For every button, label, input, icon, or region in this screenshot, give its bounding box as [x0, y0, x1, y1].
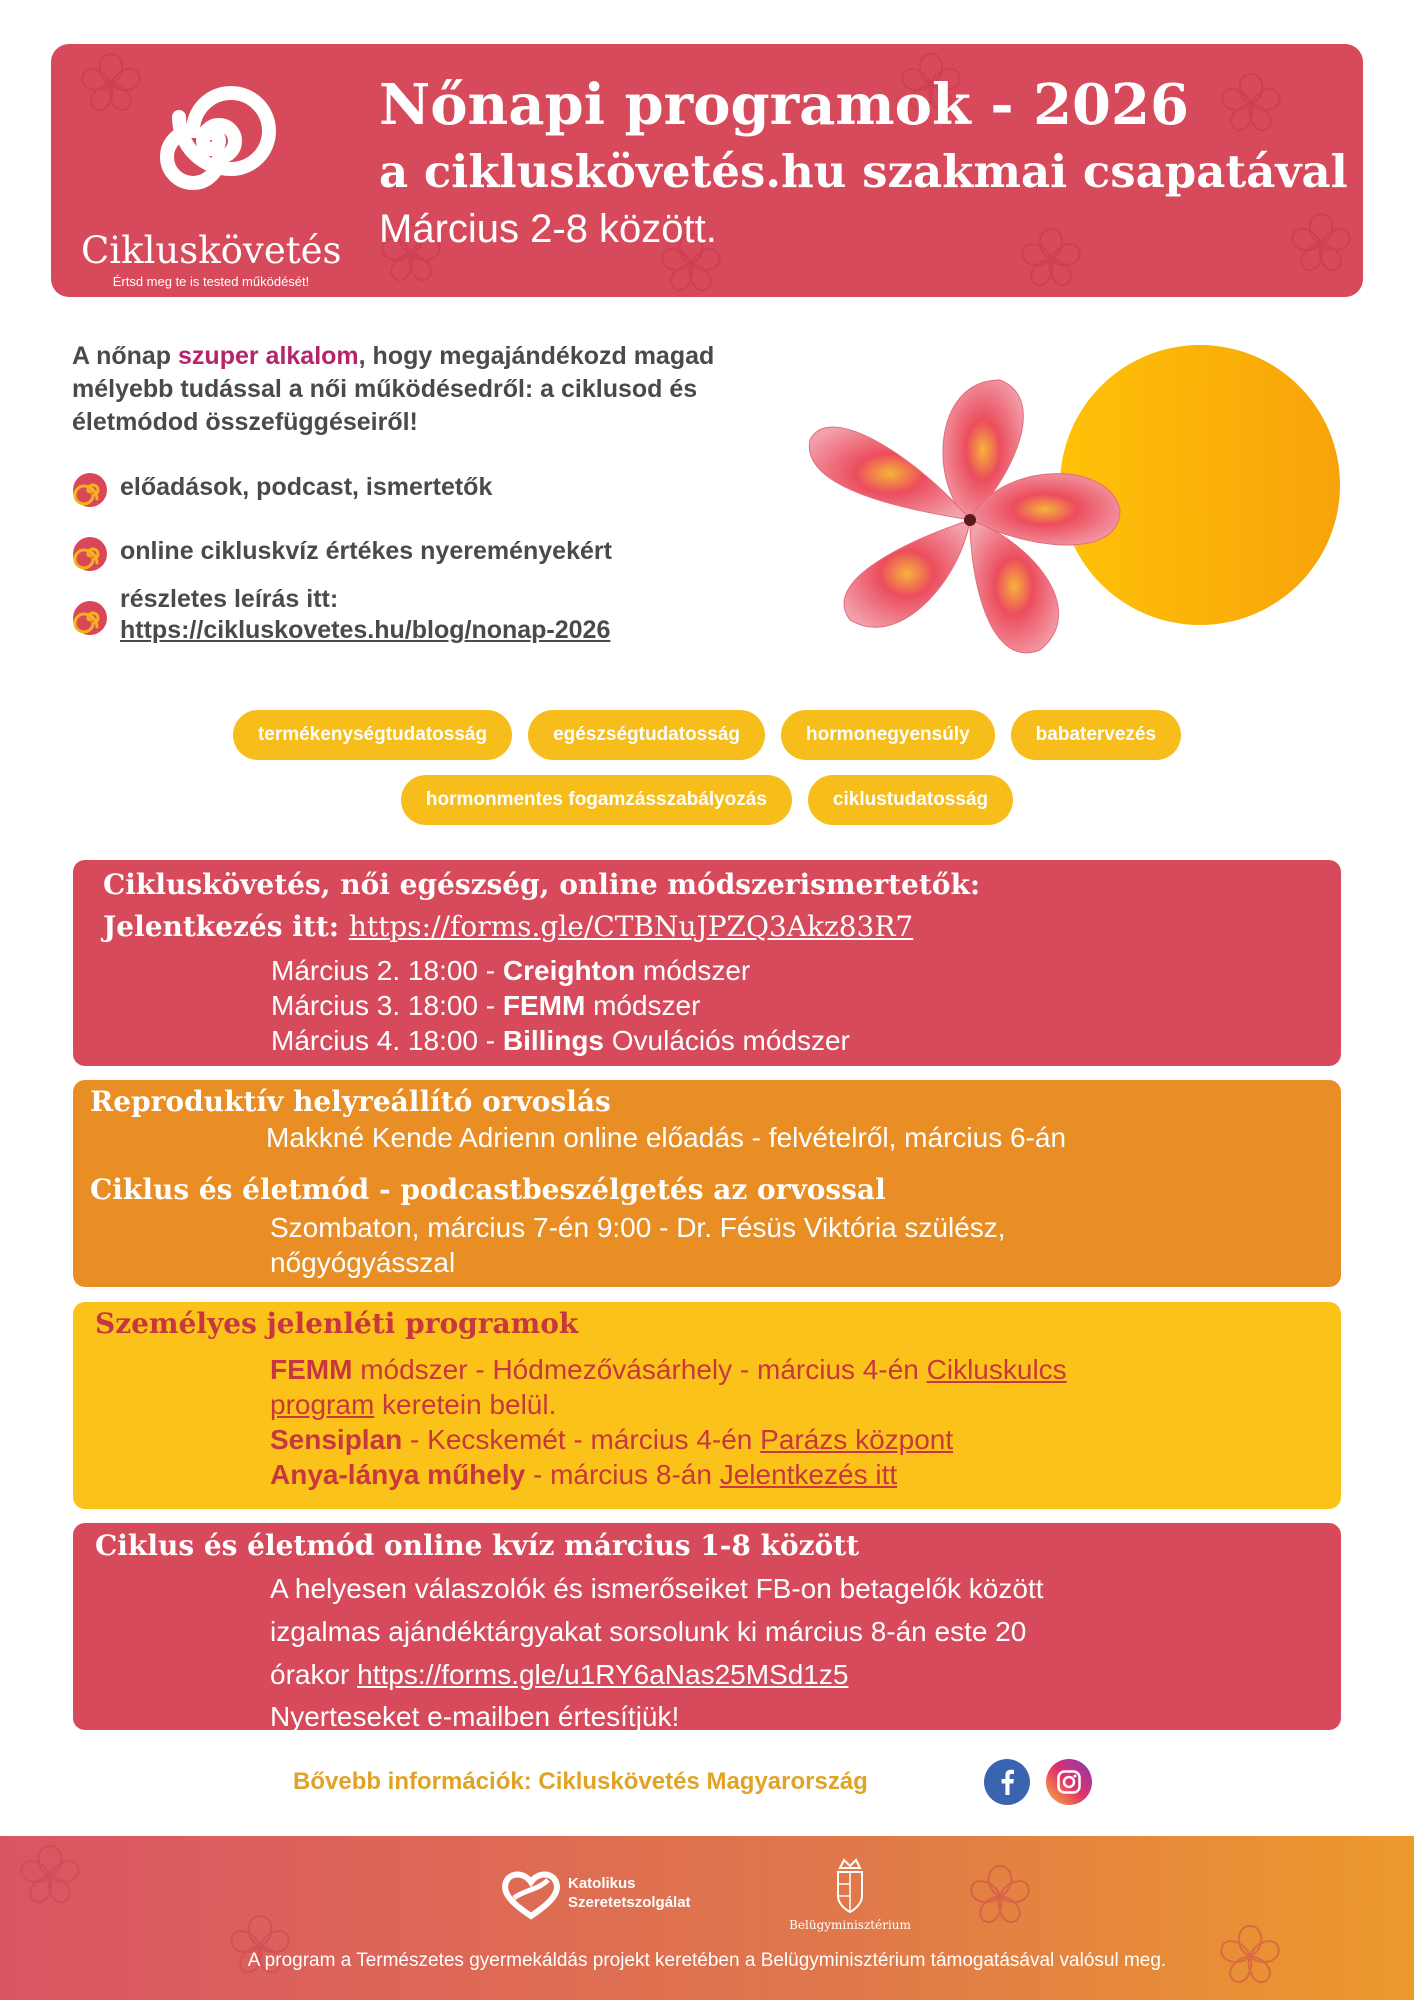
program-link[interactable]: program: [270, 1389, 375, 1420]
lecture-line: Makkné Kende Adrienn online előadás - felvételről, március 6-án: [266, 1122, 1067, 1153]
heart-logo-icon: [500, 1868, 562, 1920]
quiz-line: Nyerteseket e-mailben értesítjük!: [270, 1701, 680, 1732]
in-person-section: [73, 1302, 1341, 1509]
logo-tagline: Értsd meg te is tested működését!: [112, 274, 310, 289]
tag-hormone-balance: hormonegyensúly: [781, 710, 995, 760]
topic-tags-row-1: [0, 710, 1414, 760]
signup-here-link[interactable]: Jelentkezés itt: [719, 1459, 898, 1490]
method-name: Anya-lánya műhely: [270, 1459, 526, 1490]
method-name: FEMM: [270, 1354, 353, 1385]
method-name: Billings: [502, 1025, 604, 1056]
signup-line: [103, 910, 913, 944]
method-name: Sensiplan: [270, 1424, 403, 1455]
topic-tags-row-2: [0, 775, 1414, 825]
event-mother-daughter: [270, 1457, 897, 1492]
event-detail: keretein belül.: [374, 1389, 557, 1420]
event-femm-hodmezovasarhely: [270, 1352, 1067, 1387]
event-creighton: [271, 953, 750, 988]
bullet-item-details: [72, 584, 610, 646]
method-name: FEMM: [502, 990, 586, 1021]
tag-family-planning: babatervezés: [1011, 710, 1181, 760]
event-detail: - március 8-án: [525, 1459, 720, 1490]
signup-label: Jelentkezés itt:: [103, 910, 349, 943]
section-heading: Ciklus és életmód online kvíz március 1-8 között: [95, 1529, 860, 1562]
spiral-bullet-icon: [72, 536, 108, 572]
ksz-line1: Katolikus: [568, 1875, 636, 1892]
tag-hormone-free-contraception: hormonmentes fogamzásszabályozás: [401, 775, 792, 825]
online-methods-section: [73, 860, 1341, 1066]
katolikus-szeretetszolgalat-logo: [500, 1868, 720, 1928]
quiz-line: izgalmas ajándéktárgyakat sorsolunk ki március 8-án este 20: [270, 1616, 1027, 1647]
intro-text: [72, 340, 752, 439]
event-date-range: Március 2-8 között.: [379, 207, 717, 251]
spiral-bullet-icon: [72, 600, 108, 636]
cikluskulcs-link[interactable]: Cikluskulcs: [926, 1354, 1067, 1385]
tag-fertility-awareness: termékenységtudatosság: [233, 710, 512, 760]
instagram-icon[interactable]: [1046, 1759, 1092, 1805]
section-heading: Ciklus és életmód - podcastbeszélgetés az orvossal: [90, 1173, 886, 1206]
cikluskovetes-logo: [81, 74, 342, 289]
spiral-logo-icon: [81, 74, 341, 224]
bullet-item-quiz: [72, 536, 612, 572]
more-info-text: Bővebb információk: Cikluskövetés Magyarország: [293, 1768, 868, 1795]
tag-cycle-awareness: ciklustudatosság: [808, 775, 1013, 825]
blog-link[interactable]: https://cikluskovetes.hu/blog/nonap-2026: [120, 616, 611, 644]
header-banner: [51, 44, 1363, 297]
intro-part1: A nőnap: [72, 342, 179, 370]
spiral-bullet-icon: [72, 472, 108, 508]
signup-link[interactable]: https://forms.gle/CTBNuJPZQ3Akz83R7: [348, 910, 914, 943]
event-billings: [271, 1023, 850, 1058]
bullet-text: előadások, podcast, ismertetők: [120, 473, 493, 501]
logo-brand-text: Cikluskövetés: [81, 229, 342, 272]
podcast-line-cont: nőgyógyásszal: [270, 1247, 456, 1278]
event-femm-cont: [270, 1387, 556, 1422]
ministry-name: Belügyminisztérium: [789, 1918, 911, 1932]
page-title: Nőnapi programok - 2026: [379, 72, 1189, 138]
funding-note: A program a Természetes gyermekáldás projekt keretében a Belügyminisztérium támogatásával valósul meg.: [247, 1950, 1167, 1971]
section-heading: Cikluskövetés, női egészség, online módszerismertetők:: [103, 868, 981, 901]
bullet-item-lectures: [72, 472, 492, 508]
event-detail: módszer - Hódmezővásárhely - március 4-én: [352, 1354, 927, 1385]
intro-part2: , hogy megajándékozd magad mélyebb tudással a női működésedről: a ciklusod és életmódod összefüggéseiről!: [72, 342, 715, 436]
quiz-form-link[interactable]: https://forms.gle/u1RY6aNas25MSd1z5: [357, 1659, 849, 1690]
footer-sponsors: [0, 1836, 1414, 2000]
frangipani-sun-illustration: [800, 345, 1340, 663]
page-subtitle: a cikluskövetés.hu szakmai csapatával: [379, 145, 1348, 198]
coat-of-arms-icon: [830, 1858, 870, 1916]
details-label: részletes leírás itt:: [120, 585, 339, 613]
event-femm: [271, 988, 700, 1023]
event-time: Március 3. 18:00 -: [271, 990, 503, 1021]
event-detail: - Kecskemét - március 4-én: [402, 1424, 761, 1455]
medicine-podcast-section: [73, 1080, 1341, 1287]
podcast-line: Szombaton, március 7-én 9:00 - Dr. Fésüs Viktória szülész,: [270, 1212, 1006, 1243]
facebook-icon[interactable]: [984, 1759, 1030, 1805]
bullet-text: online cikluskvíz értékes nyereményekért: [120, 537, 612, 565]
quiz-line: [270, 1653, 848, 1696]
event-time: Március 2. 18:00 -: [271, 955, 503, 986]
parazs-kozpont-link[interactable]: Parázs központ: [760, 1424, 954, 1455]
event-suffix: módszer: [635, 955, 751, 986]
online-quiz-section: [73, 1523, 1341, 1730]
event-suffix: Ovulációs módszer: [604, 1025, 850, 1056]
event-sensiplan: [270, 1422, 953, 1457]
event-suffix: módszer: [585, 990, 701, 1021]
event-time: Március 4. 18:00 -: [271, 1025, 503, 1056]
tag-health-awareness: egészségtudatosság: [528, 710, 765, 760]
intro-highlight: szuper alkalom: [178, 342, 359, 370]
method-name: Creighton: [502, 955, 636, 986]
ksz-line2: Szeretetszolgálat: [568, 1894, 691, 1911]
section-heading: Személyes jelenléti programok: [95, 1307, 579, 1340]
quiz-line: A helyesen válaszolók és ismerőseiket FB-on betagelők között: [270, 1573, 1044, 1604]
quiz-text: órakor: [270, 1659, 358, 1690]
ministry-logo: [785, 1858, 915, 1938]
section-heading: Reproduktív helyreállító orvoslás: [90, 1085, 611, 1118]
